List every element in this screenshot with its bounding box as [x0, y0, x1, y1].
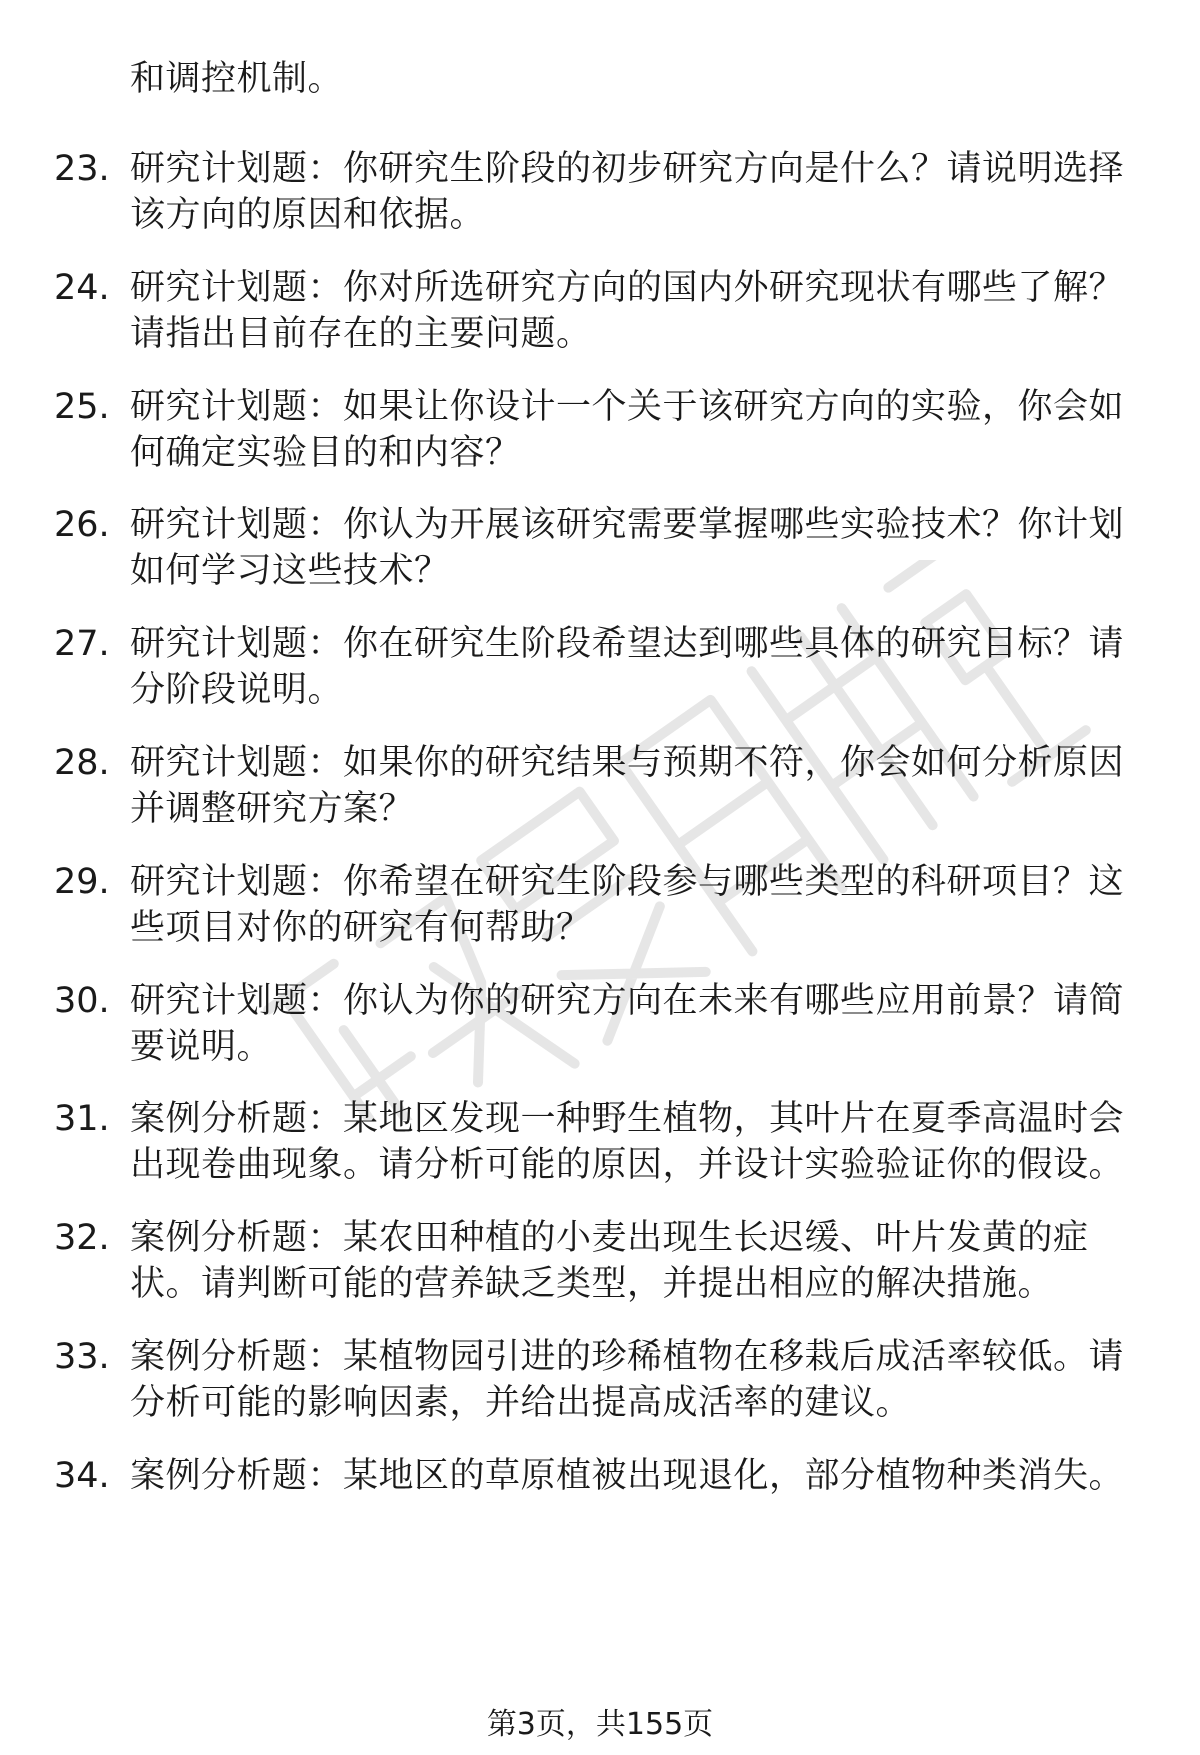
question-text-line: 案例分析题：某植物园引进的珍稀植物在移栽后成活率较低。请	[130, 1337, 1125, 1377]
question-text-line: 分析可能的影响因素，并给出提高成活率的建议。	[130, 1383, 912, 1423]
question-text-line: 研究计划题：如果让你设计一个关于该研究方向的实验，你会如	[130, 386, 1125, 427]
question-text-line: 案例分析题：某地区的草原植被出现退化，部分植物种类消失。	[130, 1455, 1125, 1496]
question-text-line: 分阶段说明。	[130, 670, 344, 711]
question-text-line: 研究计划题：你研究生阶段的初步研究方向是什么？请说明选择	[130, 149, 1125, 189]
question-text-line: 并调整研究方案？	[130, 789, 415, 829]
question-text-line: 研究计划题：你希望在研究生阶段参与哪些类型的科研项目？这	[130, 861, 1125, 902]
question-text-line: 出现卷曲现象。请分析可能的原因，并设计实验验证你的假设。	[130, 1145, 1125, 1186]
question-number: 32.	[54, 1218, 110, 1259]
question-text-line: 些项目对你的研究有何帮助？	[130, 907, 592, 948]
question-number: 28.	[54, 743, 110, 783]
question-number: 23.	[54, 149, 110, 189]
question-text-line: 研究计划题：如果你的研究结果与预期不符，你会如何分析原因	[130, 743, 1125, 783]
question-text-line: 请指出目前存在的主要问题。	[130, 313, 592, 354]
question-text-line: 如何学习这些技术？	[130, 551, 450, 592]
question-number: 24.	[54, 267, 110, 308]
question-text-line: 何确定实验目的和内容？	[130, 432, 521, 473]
question-text-line: 研究计划题：你在研究生阶段希望达到哪些具体的研究目标？请	[130, 624, 1125, 665]
question-text-line: 研究计划题：你认为你的研究方向在未来有哪些应用前景？请简	[130, 980, 1125, 1021]
question-number: 25.	[54, 386, 110, 427]
question-number: 34.	[54, 1455, 110, 1496]
question-number: 29.	[54, 861, 110, 902]
question-text-line: 该方向的原因和依据。	[130, 195, 486, 235]
page-footer: 第3页，共155页	[486, 1707, 714, 1742]
question-text-line: 案例分析题：某地区发现一种野生植物，其叶片在夏季高温时会	[130, 1099, 1125, 1140]
question-text-line: 要说明。	[130, 1026, 273, 1067]
question-text-line: 状。请判断可能的营养缺乏类型，并提出相应的解决措施。	[130, 1264, 1054, 1305]
question-number: 30.	[54, 980, 110, 1021]
question-number: 27.	[54, 624, 110, 665]
question-number: 31.	[54, 1099, 110, 1140]
question-text-line: 案例分析题：某农田种植的小麦出现生长迟缓、叶片发黄的症	[130, 1218, 1089, 1259]
question-text-line: 研究计划题：你认为开展该研究需要掌握哪些实验技术？你计划	[130, 505, 1125, 546]
question-text-line: 研究计划题：你对所选研究方向的国内外研究现状有哪些了解？	[130, 267, 1125, 308]
question-number: 33.	[54, 1337, 110, 1377]
question-number: 26.	[54, 505, 110, 546]
continuation-line: 和调控机制。	[130, 59, 344, 99]
